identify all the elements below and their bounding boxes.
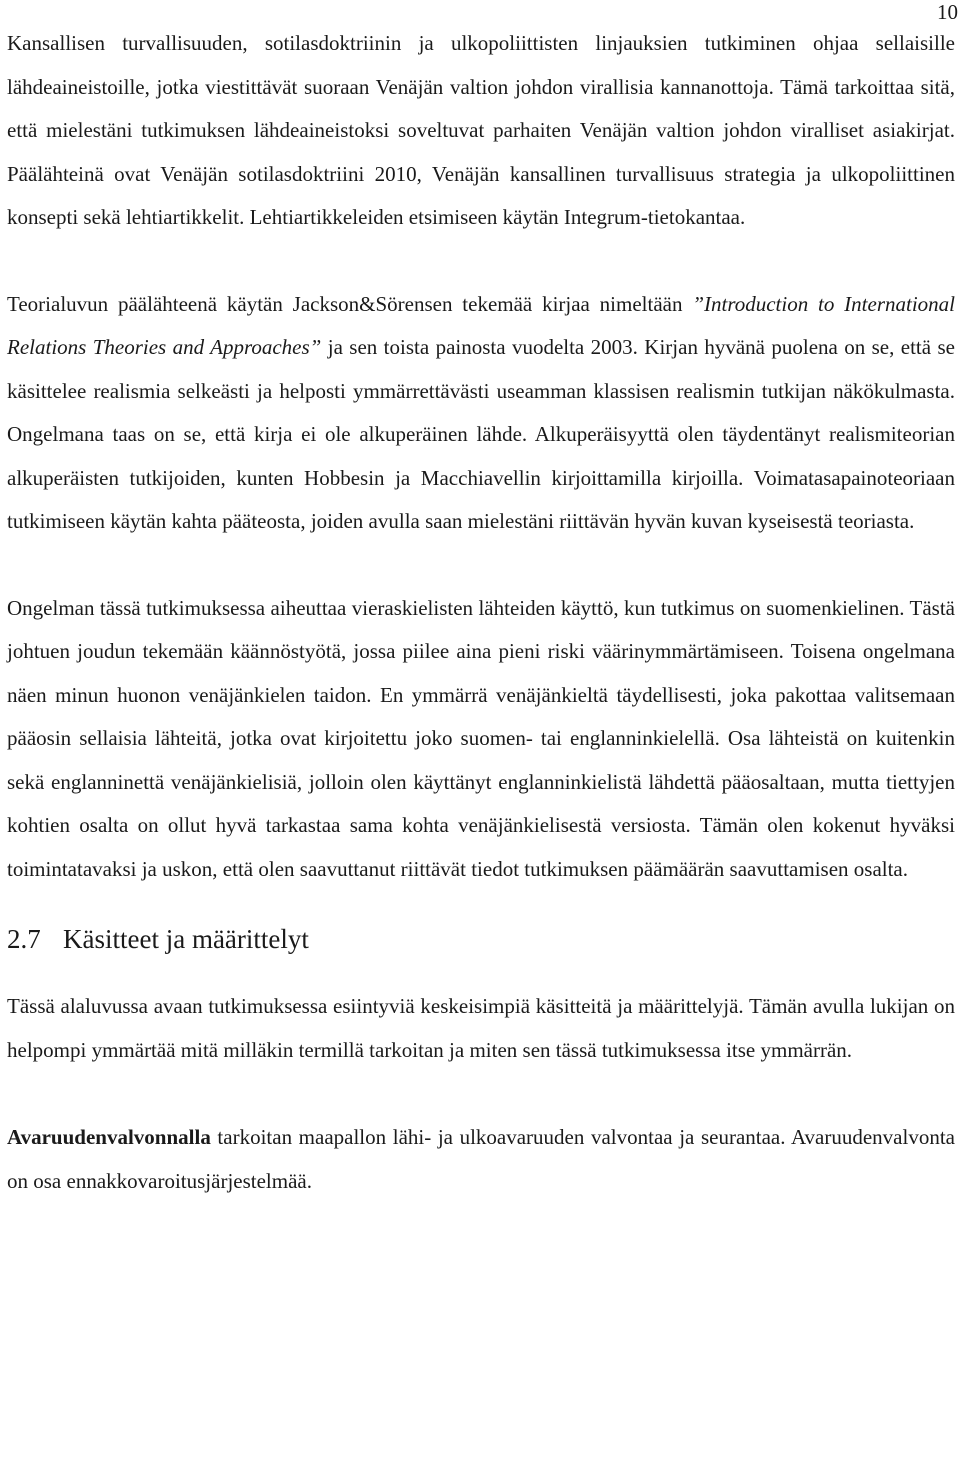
paragraph-concepts-intro: Tässä alaluvussa avaan tutkimuksessa esiintyviä keskeisimpiä käsitteitä ja määrittelyjä. Tämän avulla lukijan on helpompi ymmärtää mitä milläkin termillä tarkoitan ja miten sen tässä tutkimuksessa itse ymmärrän. [7,994,955,1062]
page-content [7,22,955,1203]
paragraph-theory-text-end: ja sen toista painosta vuodelta 2003. Kirjan hyvänä puolena on se, että se käsittelee realismia selkeästi ja helposti ymmärrettävästi useamman klassisen realismin tutkijan näkökulmasta. Ongelmana taas on se, että kirja ei ole alkuperäinen lähde. Alkuperäisyyttä olen täydentänyt realismiteorian alkuperäisten tutkijoiden, kunten Hobbesin ja Macchiavellin kirjoittamilla kirjoilla. Voimatasapainoteoriaan tutkimiseen käytän kahta pääteosta, joiden avulla saan mielestäni riittävän hyvän kuvan kyseisestä teoriasta. [7,335,955,533]
section-heading [7,917,955,961]
paragraph-language-problems: Ongelman tässä tutkimuksessa aiheuttaa vieraskielisten lähteiden käyttö, kun tutkimus on suomenkielinen. Tästä johtuen joudun tekemään käännöstyötä, jossa piilee aina pieni riski väärinymmärtämiseen. Toisena ongelmana näen minun huonon venäjänkielen taidon. En ymmärrä venäjänkieltä täydellisesti, joka pakottaa valitsemaan pääosin sellaisia lähteitä, jotka ovat kirjoitettu joko suomen- tai englanninkielellä. Osa lähteistä on kuitenkin sekä englanninettä venäjänkielisiä, jolloin olen käyttänyt englanninkielistä lähdettä pääosaltaan, mutta tiettyjen kohtien osalta on ollut hyvä tarkastaa sama kohta venäjänkielisestä versiosta. Tämän olen kokenut hyväksi toimintatavaksi ja uskon, että olen saavuttanut riittävät tiedot tutkimuksen päämäärän saavuttamisen osalta. [7,595,955,881]
page-number: 10 [937,0,958,24]
definition-text: tarkoitan maapallon lähi- ja ulkoavaruuden valvontaa ja seurantaa. Avaruudenvalvonta on osa ennakkovaroitusjärjestelmää. [7,1125,955,1193]
paragraph-sources: Kansallisen turvallisuuden, sotilasdoktriinin ja ulkopoliittisten linjauksien tutkiminen ohjaa sellaisille lähdeaineistoille, jotka viestittävät suoraan Venäjän valtion johdon virallisia kannanottoja. Tämä tarkoittaa sitä, että mielestäni tutkimuksen lähdeaineistoksi soveltuvat parhaiten Venäjän valtion johdon viralliset asiakirjat. Päälähteinä ovat Venäjän sotilasdoktriini 2010, Venäjän kansallinen turvallisuus strategia ja ulkopoliittinen konsepti sekä lehtiartikkelit. Lehtiartikkeleiden etsimiseen käytän Integrum-tietokantaa. [7,31,955,229]
paragraph-theory-text-start: Teorialuvun päälähteenä käytän Jackson&Sörensen tekemää kirjaa nimeltään [7,291,693,316]
section-title: Käsitteet ja määrittelyt [63,924,309,954]
defined-term: Avaruudenvalvonnalla [7,1125,211,1149]
paragraph-theory-sources [7,283,955,544]
book-title: ”Introduction to International Relations Theories and Approaches” [7,291,955,359]
section-number: 2.7 [7,924,41,954]
paragraph-definition [7,1116,955,1203]
